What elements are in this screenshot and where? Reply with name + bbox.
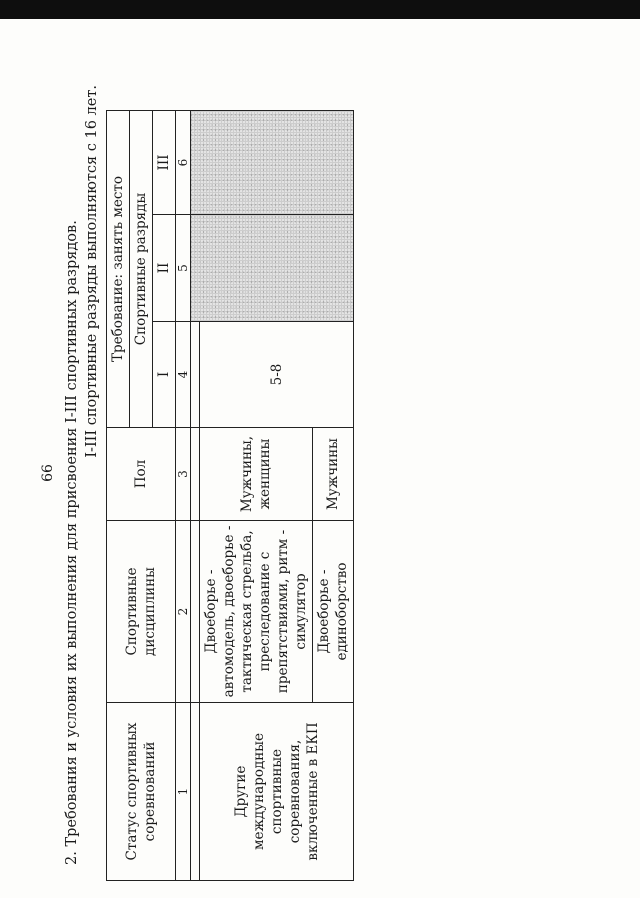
scan-top-border bbox=[0, 0, 640, 19]
header-gender: Пол bbox=[107, 428, 176, 521]
shaded-cell-rank-3 bbox=[191, 110, 354, 214]
section-heading: 2. Требования и условия их выполнения для присвоения I-III спортивных разрядов. bbox=[64, 220, 80, 865]
column-number: 5 bbox=[176, 215, 191, 322]
place-cell-rank-1: 5-8 bbox=[200, 322, 354, 428]
age-note: I-III спортивные разряды выполняются с 16 лет. bbox=[84, 85, 100, 458]
requirements-table bbox=[106, 110, 354, 881]
spacer-row bbox=[191, 110, 200, 880]
status-cell: Другие международные спортивные соревнования, включенные в ЕКП bbox=[200, 703, 354, 881]
column-number: 1 bbox=[176, 703, 191, 881]
column-number: 4 bbox=[176, 322, 191, 428]
shaded-cell-rank-2 bbox=[191, 215, 354, 322]
page-number: 66 bbox=[40, 464, 56, 482]
discipline-cell: Двоеборье - автомодель, двоеборье - тактическая стрельба, преследование с препятствиями, ритм - симулятор bbox=[200, 521, 313, 703]
header-disciplines: Спортивные дисциплины bbox=[107, 521, 176, 703]
column-number: 3 bbox=[176, 428, 191, 521]
discipline-cell: Двоеборье - единоборство bbox=[313, 521, 354, 703]
header-status: Статус спортивных соревнований bbox=[107, 703, 176, 881]
column-number: 2 bbox=[176, 521, 191, 703]
header-rank-2: II bbox=[153, 215, 176, 322]
header-row-1 bbox=[107, 110, 130, 880]
header-ranks: Спортивные разряды bbox=[130, 110, 153, 427]
gender-cell: Мужчины, женщины bbox=[200, 428, 313, 521]
column-number-row bbox=[176, 110, 191, 880]
header-requirement: Требование: занять место bbox=[107, 110, 130, 427]
document-page bbox=[0, 19, 640, 898]
rotated-content bbox=[40, 83, 350, 883]
gender-cell: Мужчины bbox=[313, 428, 354, 521]
header-rank-1: I bbox=[153, 322, 176, 428]
header-rank-3: III bbox=[153, 110, 176, 214]
column-number: 6 bbox=[176, 110, 191, 214]
